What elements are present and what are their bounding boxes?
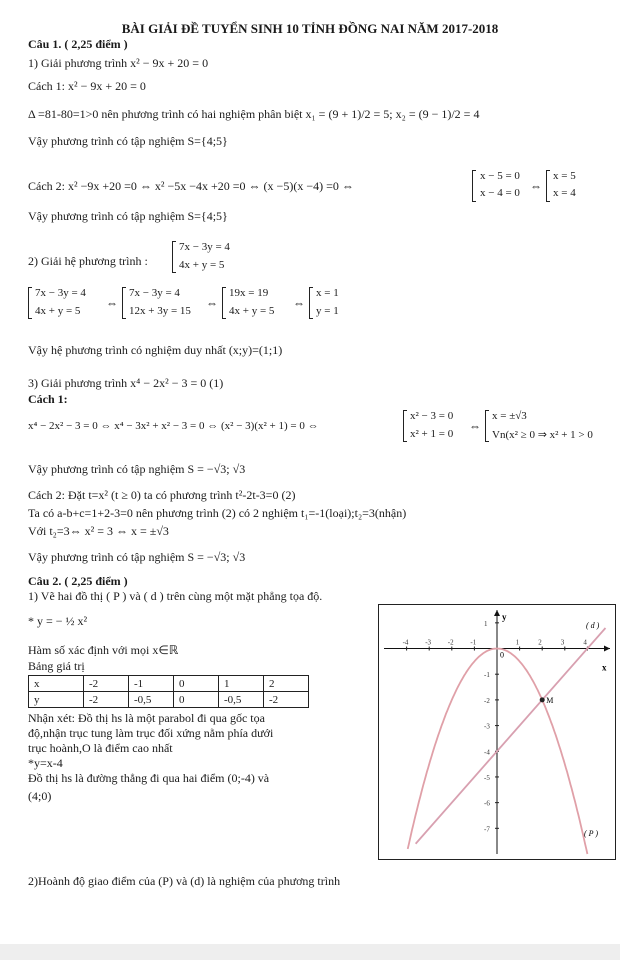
origin-label: 0 (500, 650, 504, 660)
q1-system-brace-0 (172, 241, 176, 273)
y-tick-label: 1 (484, 619, 488, 628)
equiv-symbol: ⇔ (106, 296, 118, 310)
q1-system-brace-4 (309, 287, 313, 319)
y-tick-label: -3 (484, 722, 490, 731)
x-axis-label: x (602, 662, 607, 673)
q2-part2-text: 2)Hoành độ giao điểm của (P) và (d) là nghiệm của phương trình (28, 874, 341, 888)
value-table (28, 675, 309, 708)
q1-method4-note: Ta có a-b+c=1+2-3=0 nên phương trình (2) có 2 nghiệm t₁=-1(loại);t₂=3(nhận) (28, 506, 407, 520)
q2-remark-2: độ,nhận trục tung làm trục đối xứng nằm phía dưới (28, 726, 274, 740)
q1-system-brace-3 (222, 287, 226, 319)
y-tick-label: -5 (484, 773, 490, 782)
q1-method2-sol-2: x = 4 (553, 187, 576, 199)
q1-method2-equation: Cách 2: x² −9x +20 =0 ⇔ x² −5x −4x +20 =0 ⇔ (x −5)(x −4) =0 ⇔ (28, 179, 354, 193)
q1-system-2-row-2: 12x + 3y = 15 (129, 305, 191, 317)
q1-method2-row-1: x − 5 = 0 (480, 170, 520, 182)
line-d-label: ( d ) (586, 620, 600, 630)
table-cell: -0,5 (219, 692, 264, 708)
y-tick-label: -2 (484, 696, 490, 705)
q2-function-2: *y=x-4 (28, 756, 63, 770)
q1-part2-text: 2) Giải hệ phương trình : (28, 254, 148, 268)
q1-method3-row-2: x² + 1 = 0 (410, 428, 454, 440)
table-cell: -0,5 (129, 692, 174, 708)
x-tick-label: -3 (425, 638, 432, 647)
q2-function-1: * y = − ½ x² (28, 614, 88, 628)
q1-system-0-row-1: 7x − 3y = 4 (179, 241, 230, 253)
q1-method2-brace-2 (546, 170, 550, 202)
page-footer-band (0, 944, 620, 960)
x-tick-label: 4 (583, 638, 587, 647)
q1-system-3-row-2: 4x + y = 5 (229, 305, 275, 317)
x-tick-label: 3 (560, 638, 565, 647)
y-tick-label: -4 (484, 748, 490, 757)
q1-part3-text: 3) Giải phương trình x⁴ − 2x² − 3 = 0 (1) (28, 376, 224, 390)
table-cell: y (29, 692, 84, 708)
point-m-label: M (546, 695, 554, 705)
question-1-heading: Câu 1. ( 2,25 điểm ) (28, 37, 128, 51)
q2-remark-3: trục hoành,O là điểm cao nhất (28, 741, 173, 755)
table-cell: 0 (174, 676, 219, 692)
q1-method3-heading: Cách 1: (28, 392, 68, 406)
question-2-heading: Câu 2. ( 2,25 điểm ) (28, 574, 128, 588)
q1-result-2: Vậy phương trình có tập nghiệm S={4;5} (28, 209, 228, 223)
q1-system-3-row-1: 19x = 19 (229, 287, 269, 299)
equiv-symbol: ⇔ (530, 179, 542, 193)
table-cell: 0 (174, 692, 219, 708)
q1-delta-text: Δ =81-80=1>0 nên phương trình có hai nghiệm phân biệt x₁ = (9 + 1)/2 = 5; x₂ = (9 − 1)/2 = 4 (28, 107, 480, 121)
x-tick-label: -4 (402, 638, 409, 647)
q1-method3-equation: x⁴ − 2x² − 3 = 0 ⇔ x⁴ − 3x² + x² − 3 = 0 ⇔ (x² − 3)(x² + 1) = 0 ⇔ (28, 420, 319, 432)
q1-method3-row-1: x² − 3 = 0 (410, 410, 454, 422)
q1-result-5: Vậy phương trình có tập nghiệm S = −√3; √3 (28, 550, 246, 564)
x-tick-label: -1 (470, 638, 477, 647)
q1-method3-sol-1: x = ±√3 (492, 410, 527, 422)
q2-part1-text: 1) Vẽ hai đồ thị ( P ) và ( d ) trên cùng một mặt phẳng tọa độ. (28, 589, 323, 603)
y-tick-label: -1 (484, 671, 490, 680)
q1-result-4: Vậy phương trình có tập nghiệm S = −√3; √3 (28, 462, 246, 476)
q2-remark-4: Đồ thị hs là đường thẳng đi qua hai điểm (0;-4) và (28, 771, 270, 785)
x-tick-label: -2 (447, 638, 454, 647)
q1-result-3: Vậy hệ phương trình có nghiệm duy nhất (x;y)=(1;1) (28, 343, 283, 357)
q1-system-0-row-2: 4x + y = 5 (179, 259, 225, 271)
table-row (29, 676, 309, 692)
q1-method4-substitution: Với t₂=3⇔ x² = 3 ⇔ x = ±√3 (28, 524, 169, 538)
q1-method2-sol-1: x = 5 (553, 170, 576, 182)
q1-system-1-row-2: 4x + y = 5 (35, 305, 81, 317)
equiv-symbol: ⇔ (206, 296, 218, 310)
q1-system-2-row-1: 7x − 3y = 4 (129, 287, 180, 299)
y-tick-label: -6 (484, 799, 490, 808)
q1-method2-brace-1 (472, 170, 476, 202)
q1-system-4-row-1: x = 1 (316, 287, 339, 299)
q1-method3-brace-2 (485, 410, 489, 442)
table-cell: -2 (84, 676, 129, 692)
q1-system-4-row-2: y = 1 (316, 305, 339, 317)
table-cell: -2 (84, 692, 129, 708)
equiv-symbol: ⇔ (469, 419, 481, 433)
q1-system-brace-1 (28, 287, 32, 319)
equiv-symbol: ⇔ (293, 296, 305, 310)
q1-method3-brace-1 (403, 410, 407, 442)
table-cell: x (29, 676, 84, 692)
table-cell: -1 (129, 676, 174, 692)
q1-system-brace-2 (122, 287, 126, 319)
intersection-point-m (540, 697, 545, 702)
q1-method4-text: Cách 2: Đặt t=x² (t ≥ 0) ta có phương trình t²-2t-3=0 (2) (28, 488, 296, 502)
q1-result-1: Vậy phương trình có tập nghiệm S={4;5} (28, 134, 228, 148)
y-tick-label: -7 (484, 825, 490, 834)
function-graph (378, 604, 616, 860)
q1-method3-sol-2: Vn(x² ≥ 0 ⇒ x² + 1 > 0 (492, 429, 593, 441)
q2-table-title: Bảng giá trị (28, 659, 85, 673)
parabola-label: ( P ) (584, 829, 599, 838)
table-cell: -2 (264, 692, 309, 708)
table-cell: 2 (264, 676, 309, 692)
q1-part1-text: 1) Giải phương trình x² − 9x + 20 = 0 (28, 56, 209, 70)
q2-remark-5: (4;0) (28, 789, 52, 803)
table-row (29, 692, 309, 708)
q1-method1-equation: Cách 1: x² − 9x + 20 = 0 (28, 79, 146, 93)
x-tick-label: 2 (538, 638, 542, 647)
table-cell: 1 (219, 676, 264, 692)
q2-remark-1: Nhận xét: Đồ thị hs là một parabol đi qua gốc tọa (28, 711, 265, 725)
x-tick-label: 1 (515, 638, 520, 647)
q2-domain-text: Hàm số xác định với mọi x∈ℝ (28, 643, 179, 657)
q1-method2-row-2: x − 4 = 0 (480, 187, 520, 199)
page-title: BÀI GIẢI ĐỀ TUYỂN SINH 10 TỈNH ĐỒNG NAI NĂM 2017-2018 (121, 21, 499, 36)
y-axis-label: y (502, 612, 507, 622)
q1-system-1-row-1: 7x − 3y = 4 (35, 287, 86, 299)
